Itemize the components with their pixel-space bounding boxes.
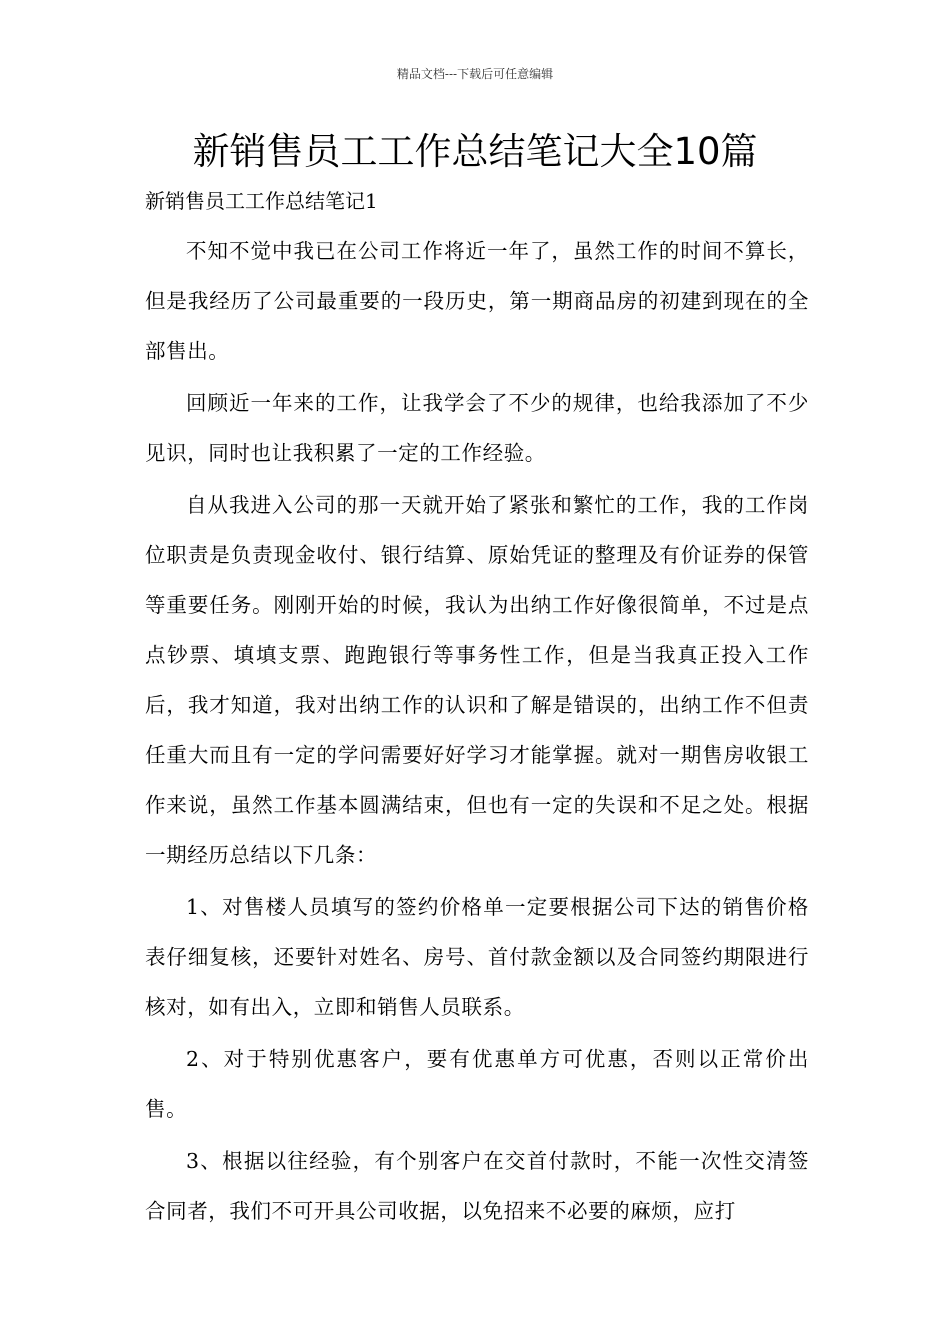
header-note: 精品文档---下载后可任意编辑 xyxy=(396,67,554,81)
paragraph: 不知不觉中我已在公司工作将近一年了，虽然工作的时间不算长，但是我经历了公司最重要的一段历史，第一期商品房的初建到现在的全部售出。 xyxy=(145,239,809,363)
document-title: 新销售员工工作总结笔记大全10篇 xyxy=(192,130,758,173)
paragraph: 3、根据以往经验，有个别客户在交首付款时，不能一次性交清签合同者，我们不可开具公司收据，以免招来不必要的麻烦，应打 xyxy=(145,1149,809,1223)
paragraph: 回顾近一年来的工作，让我学会了不少的规律，也给我添加了不少见识，同时也让我积累了一定的工作经验。 xyxy=(145,391,809,465)
paragraph: 2、对于特别优惠客户，要有优惠单方可优惠，否则以正常价出售。 xyxy=(145,1047,809,1121)
body-text xyxy=(145,226,809,1238)
paragraph: 1、对售楼人员填写的签约价格单一定要根据公司下达的销售价格表仔细复核，还要针对姓名、房号、首付款金额以及合同签约期限进行核对，如有出入，立即和销售人员联系。 xyxy=(145,895,809,1019)
paragraph: 自从我进入公司的那一天就开始了紧张和繁忙的工作，我的工作岗位职责是负责现金收付、银行结算、原始凭证的整理及有价证券的保管等重要任务。刚刚开始的时候，我认为出纳工作好像很简单，不过是点点钞票、填填支票、跑跑银行等事务性工作，但是当我真正投入工作后，我才知道，我对出纳工作的认识和了解是错误的，出纳工作不但责任重大而且有一定的学问需要好好学习才能掌握。就对一期售房收银工作来说，虽然工作基本圆满结束，但也有一定的失误和不足之处。根据一期经历总结以下几条： xyxy=(145,493,809,867)
section-title: 新销售员工工作总结笔记1 xyxy=(145,189,378,213)
